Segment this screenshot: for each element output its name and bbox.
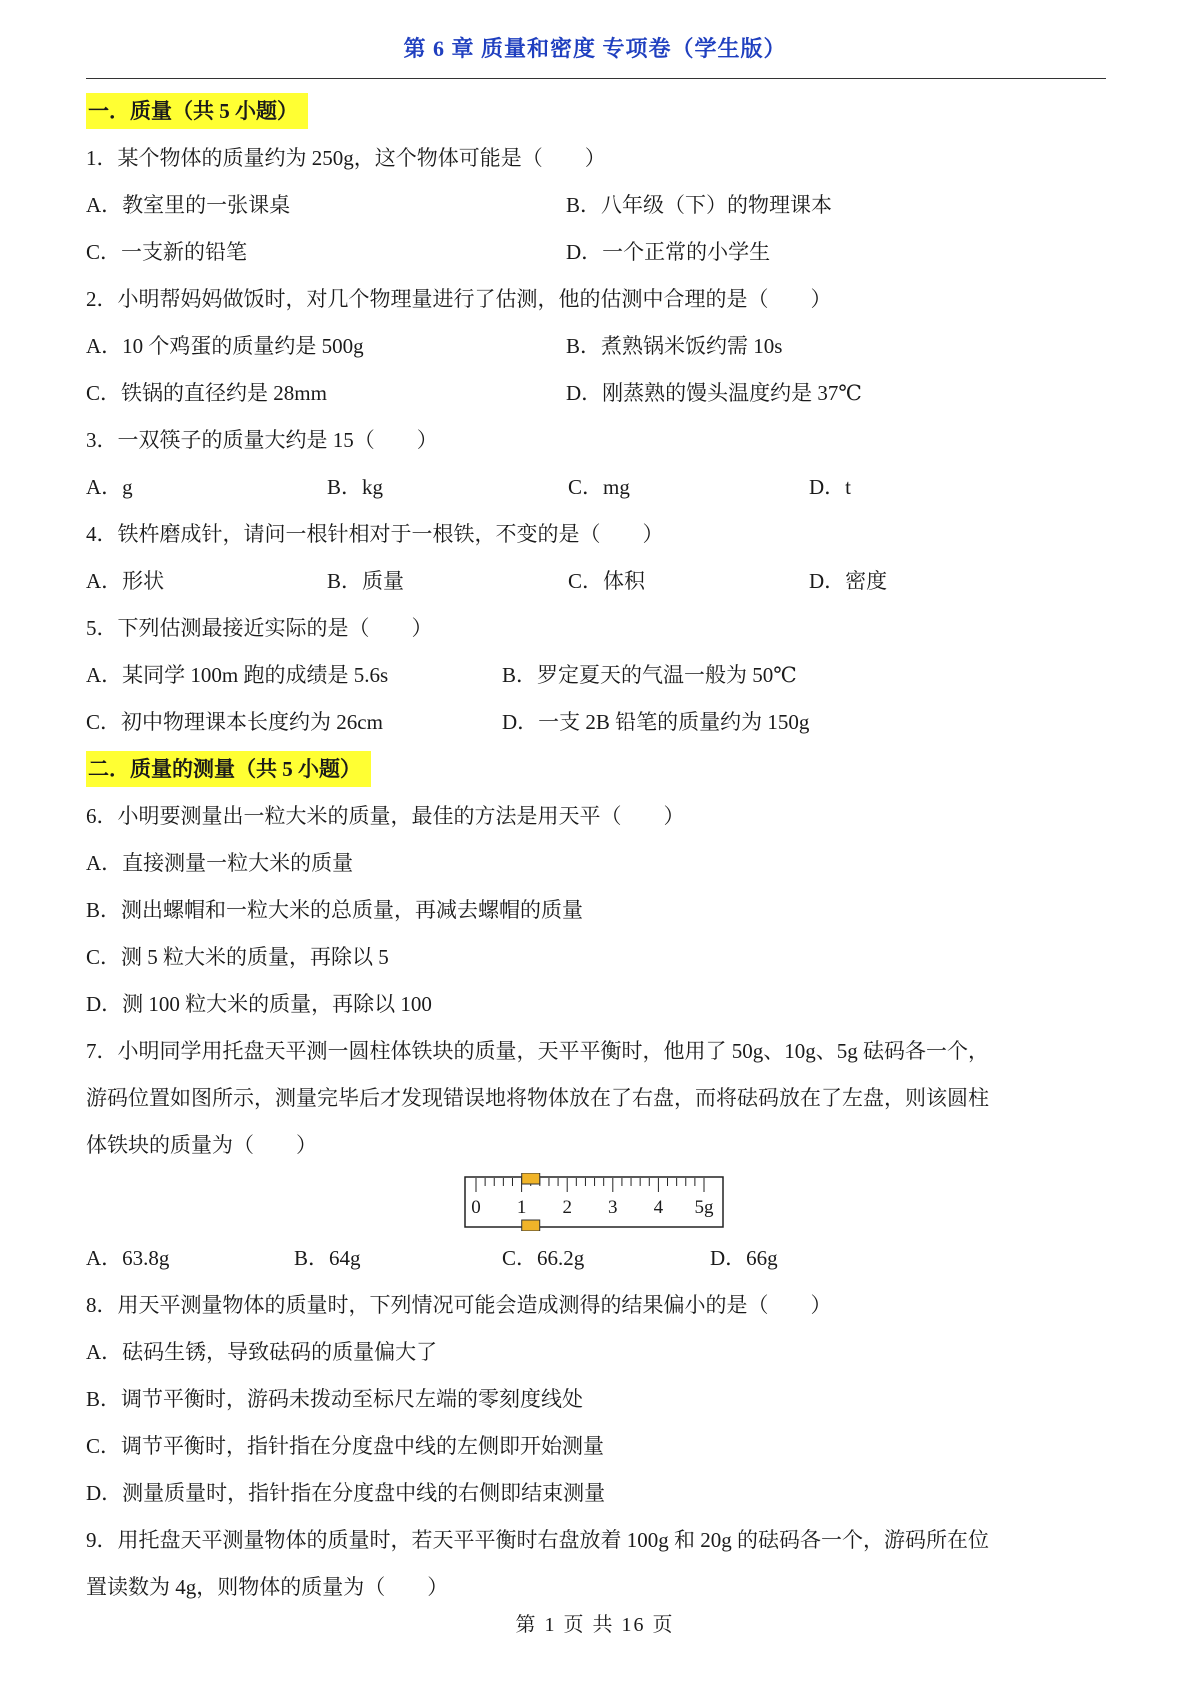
q5-option-b: B．罗定夏天的气温一般为 50℃ [502, 663, 797, 687]
q2-option-b: B．煮熟锅米饭约需 10s [566, 334, 783, 358]
q3-option-b: B．kg [327, 475, 384, 499]
q5-option-d: D．一支 2B 铅笔的质量约为 150g [502, 710, 810, 734]
document-body [86, 88, 1106, 1611]
question-7-options [86, 1235, 1106, 1282]
question-4-options [86, 558, 1106, 605]
q7-option-b: B．64g [294, 1246, 361, 1270]
question-1-options-row1 [86, 182, 1106, 229]
scale-ruler [464, 1173, 724, 1231]
question-2-stem: 2．小明帮妈妈做饭时，对几个物理量进行了估测，他的估测中合理的是（ ） [86, 287, 832, 311]
question-2-options-row1 [86, 323, 1106, 370]
question-7-stem-line3: 体铁块的质量为（ ） [86, 1133, 317, 1157]
section-heading-mass: 一．质量（共 5 小题） [86, 93, 308, 129]
q6-option-a: A．直接测量一粒大米的质量 [86, 851, 354, 875]
q4-option-a: A．形状 [86, 569, 165, 593]
q5-option-a: A．某同学 100m 跑的成绩是 5.6s [86, 663, 389, 687]
scale-tick-label: 1 [516, 1197, 527, 1218]
question-5-options-row1 [86, 652, 1106, 699]
scale-tick-label: 3 [608, 1197, 618, 1218]
q4-option-b: B．质量 [327, 569, 405, 593]
q1-option-c: C．一支新的铅笔 [86, 240, 248, 264]
q1-option-d: D．一个正常的小学生 [566, 240, 771, 264]
q1-option-a: A．教室里的一张课桌 [86, 193, 291, 217]
header-rule [86, 78, 1106, 79]
q3-option-c: C．mg [568, 475, 630, 499]
question-5-stem: 5．下列估测最接近实际的是（ ） [86, 616, 433, 640]
scale-tick-label: 4 [653, 1197, 664, 1218]
q8-option-a: A．砝码生锈，导致砝码的质量偏大了 [86, 1340, 438, 1364]
question-8-stem: 8．用天平测量物体的质量时，下列情况可能会造成测得的结果偏小的是（ ） [86, 1293, 832, 1317]
page-title: 第 6 章 质量和密度 专项卷（学生版） [403, 36, 787, 61]
page-footer: 第 1 页 共 16 页 [515, 1614, 675, 1636]
question-9-stem-line1: 9．用托盘天平测量物体的质量时，若天平平衡时右盘放着 100g 和 20g 的砝码各一个，游码所在位 [86, 1528, 989, 1552]
q5-option-c: C．初中物理课本长度约为 26cm [86, 710, 383, 734]
scale-tick-label: 5g [694, 1197, 714, 1218]
q8-option-b: B．调节平衡时，游码未拨动至标尺左端的零刻度线处 [86, 1387, 584, 1411]
question-7-stem-line1: 7．小明同学用托盘天平测一圆柱体铁块的质量，天平平衡时，他用了 50g、10g、5g 砝码各一个， [86, 1039, 989, 1063]
balance-scale-figure [86, 1169, 1106, 1235]
q6-option-c: C．测 5 粒大米的质量，再除以 5 [86, 945, 389, 969]
q2-option-d: D．刚蒸熟的馒头温度约是 37℃ [566, 381, 862, 405]
q3-option-a: A．g [86, 475, 133, 499]
q7-option-d: D．66g [710, 1246, 778, 1270]
question-3-options [86, 464, 1106, 511]
rider-bottom [522, 1220, 540, 1231]
q6-option-d: D．测 100 粒大米的质量，再除以 100 [86, 992, 432, 1016]
q2-option-a: A．10 个鸡蛋的质量约是 500g [86, 334, 364, 358]
question-7-stem-line2: 游码位置如图所示，测量完毕后才发现错误地将物体放在了右盘，而将砝码放在了左盘，则该圆柱 [86, 1086, 989, 1110]
question-9-stem-line2: 置读数为 4g，则物体的质量为（ ） [86, 1575, 449, 1599]
section-heading-measurement: 二．质量的测量（共 5 小题） [86, 751, 371, 787]
rider-top [522, 1173, 540, 1184]
q6-option-b: B．测出螺帽和一粒大米的总质量，再减去螺帽的质量 [86, 898, 584, 922]
question-1-stem: 1．某个物体的质量约为 250g，这个物体可能是（ ） [86, 146, 606, 170]
question-1-options-row2 [86, 229, 1106, 276]
q7-option-a: A．63.8g [86, 1246, 170, 1270]
q4-option-c: C．体积 [568, 569, 646, 593]
question-5-options-row2 [86, 699, 1106, 746]
q8-option-c: C．调节平衡时，指针指在分度盘中线的左侧即开始测量 [86, 1434, 605, 1458]
question-4-stem: 4．铁杵磨成针，请问一根针相对于一根铁，不变的是（ ） [86, 522, 664, 546]
scale-tick-label: 0 [471, 1197, 481, 1218]
q2-option-c: C．铁锅的直径约是 28mm [86, 381, 327, 405]
question-3-stem: 3．一双筷子的质量大约是 15（ ） [86, 428, 438, 452]
q7-option-c: C．66.2g [502, 1246, 585, 1270]
scale-tick-label: 2 [562, 1197, 572, 1218]
q8-option-d: D．测量质量时，指针指在分度盘中线的右侧即结束测量 [86, 1481, 606, 1505]
q4-option-d: D．密度 [809, 569, 888, 593]
question-6-stem: 6．小明要测量出一粒大米的质量，最佳的方法是用天平（ ） [86, 804, 685, 828]
q3-option-d: D．t [809, 475, 851, 499]
question-2-options-row2 [86, 370, 1106, 417]
q1-option-b: B．八年级（下）的物理课本 [566, 193, 833, 217]
